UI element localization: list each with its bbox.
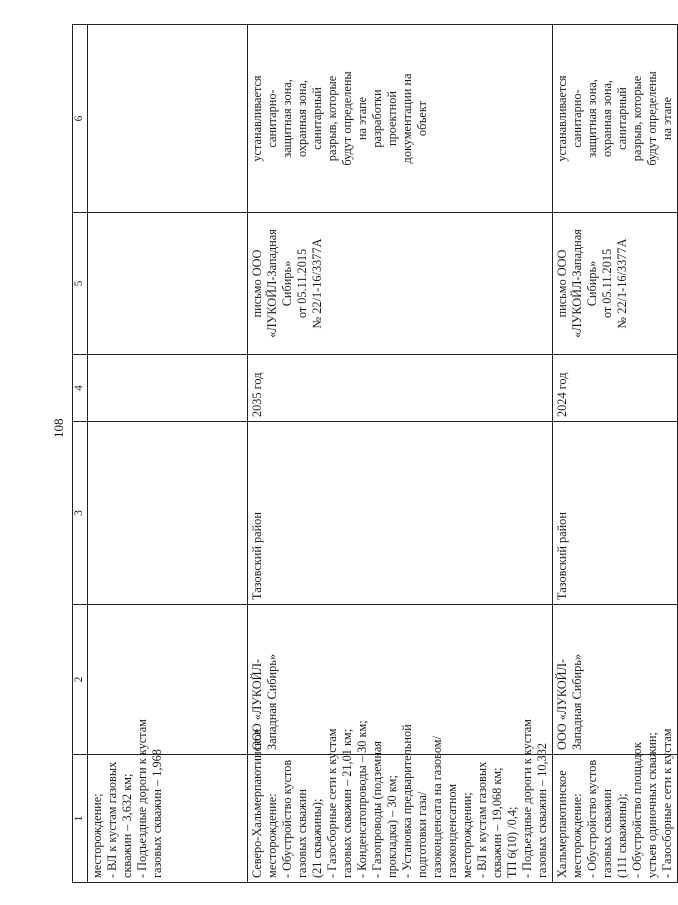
cell-line: газовых скважин – 1,968	[149, 749, 164, 878]
cell-line: Тазовский район	[249, 512, 264, 600]
header-cell-6: 6	[73, 25, 88, 213]
cell-district	[552, 422, 677, 605]
cell-line: Западная Сибирь»	[569, 653, 584, 750]
cell-line: газовых скважин – 10,332	[534, 742, 549, 878]
cell-line: ТП 6(10) /0,4;	[504, 806, 519, 878]
cell-source	[247, 213, 552, 355]
cell-line: охранная зона,	[599, 80, 614, 157]
cell-line: «ЛУКОЙЛ-Западная	[569, 229, 584, 338]
cell-line: от 05.11.2015	[599, 248, 614, 319]
cell-line: (21 скважины);	[309, 798, 324, 878]
cell-line: - Конденсатопроводы – 30 км;	[354, 720, 369, 878]
cell-line: санитарный	[309, 87, 324, 150]
cell-line: Сибирь»	[279, 260, 294, 307]
cell-line: 2024 год	[554, 372, 569, 417]
cell-line: защитная зона,	[584, 79, 599, 158]
cell-line: документации на	[399, 73, 414, 164]
cell-line: прокладка) – 30 км;	[384, 775, 399, 878]
cell-line: Северо-Хальмерпаютинское	[249, 728, 264, 878]
header-cell-1: 1	[73, 755, 88, 883]
cell-line: скважин – 3,632 км;	[119, 773, 134, 878]
cell-line: разрыв, которые	[629, 75, 644, 162]
cell-line: на этапе	[354, 96, 369, 141]
cell-line: № 22/1-16/3377А	[309, 238, 324, 329]
cell-line: Тазовский район	[554, 512, 569, 600]
cell-line: - Газосборные сети к кустам	[324, 728, 339, 878]
cell-line: газовых скважин – 21,01 км;	[339, 728, 354, 878]
cell-line: - ВЛ к кустам газовых	[104, 761, 119, 878]
cell-line: - Обустройство площадок	[629, 742, 644, 878]
cell-zones	[552, 25, 677, 213]
cell-company	[87, 605, 247, 755]
cell-line: (111 скважины);	[614, 793, 629, 878]
cell-line: санитарно-	[569, 89, 584, 148]
cell-line: - Обустройство кустов	[584, 759, 599, 878]
cell-line: - Газопроводы (подземная	[369, 740, 384, 878]
cell-line: на этапе	[659, 96, 674, 141]
cell-year	[87, 355, 247, 422]
cell-district	[87, 422, 247, 605]
cell-source	[552, 213, 677, 355]
cell-line: будут определены	[339, 71, 354, 166]
cell-line: устьев одиночных скважин;	[644, 732, 659, 878]
cell-line: газоконденсата на газовом/	[429, 736, 444, 878]
cell-line: разрыв, которые	[324, 75, 339, 162]
cell-line: месторождение:	[264, 793, 279, 878]
cell-line: - ВЛ к кустам газовых	[474, 761, 489, 878]
cell-line: Сибирь»	[584, 260, 599, 307]
cell-line: санитарный	[614, 87, 629, 150]
cell-line: месторождении;	[459, 792, 474, 878]
cell-source	[87, 213, 247, 355]
cell-line: «ЛУКОЙЛ-Западная	[264, 229, 279, 338]
cell-line: месторождение:	[569, 793, 584, 878]
header-cell-4: 4	[73, 355, 88, 422]
cell-line: газоконденсатном	[444, 783, 459, 878]
cell-object	[87, 719, 247, 883]
cell-line: от 05.11.2015	[294, 248, 309, 319]
cell-line: разработки	[369, 89, 384, 148]
cell-line: защитная зона,	[279, 79, 294, 158]
header-cell-3: 3	[73, 422, 88, 605]
cell-line: Западная Сибирь»	[264, 653, 279, 750]
cell-line: скважин – 19,068 км;	[489, 767, 504, 878]
cell-line: - Обустройство кустов	[279, 759, 294, 878]
cell-line: санитарно-	[264, 89, 279, 148]
table-header-row	[73, 25, 88, 883]
header-cell-5: 5	[73, 213, 88, 355]
cell-district	[247, 422, 552, 605]
cell-line: письмо ООО	[249, 249, 264, 318]
cell-line: - Подъездные дороги к кустам	[519, 719, 534, 878]
cell-line: - Подъездные дороги к кустам	[134, 719, 149, 878]
cell-line: подготовки газа/	[414, 791, 429, 878]
cell-object	[552, 728, 677, 883]
cell-line: будут определены	[644, 71, 659, 166]
cell-line: объект	[414, 100, 429, 137]
rotated-table-container	[72, 25, 674, 883]
cell-line: письмо ООО	[554, 249, 569, 318]
cell-line: устанавливается	[249, 75, 264, 162]
cell-zones	[247, 25, 552, 213]
cell-line: - Установка предварительной	[399, 724, 414, 878]
table-row	[87, 25, 247, 883]
cell-line: - Газосборные сети к кустам	[659, 728, 674, 878]
cell-line: месторождение;	[89, 793, 104, 878]
page-number: 108	[51, 418, 66, 438]
cell-year	[552, 355, 677, 422]
table-row	[552, 25, 677, 883]
cell-line: 2035 год	[249, 372, 264, 417]
table-row	[247, 25, 552, 883]
data-table	[72, 24, 678, 883]
cell-line: ООО «ЛУКОЙЛ-	[249, 658, 264, 750]
cell-line: охранная зона,	[294, 80, 309, 157]
table-body	[87, 25, 677, 883]
cell-line: устанавливается	[554, 75, 569, 162]
cell-object	[247, 719, 552, 883]
cell-line: Хальмерпаютинское	[554, 770, 569, 878]
cell-line: проектной	[384, 91, 399, 146]
cell-line: газовых скважин	[294, 789, 309, 878]
cell-line: газовых скважин	[599, 789, 614, 878]
cell-zones	[87, 25, 247, 213]
header-cell-2: 2	[73, 605, 88, 755]
cell-line: № 22/1-16/3377А	[614, 238, 629, 329]
cell-line: ООО «ЛУКОЙЛ-	[554, 658, 569, 750]
cell-year	[247, 355, 552, 422]
